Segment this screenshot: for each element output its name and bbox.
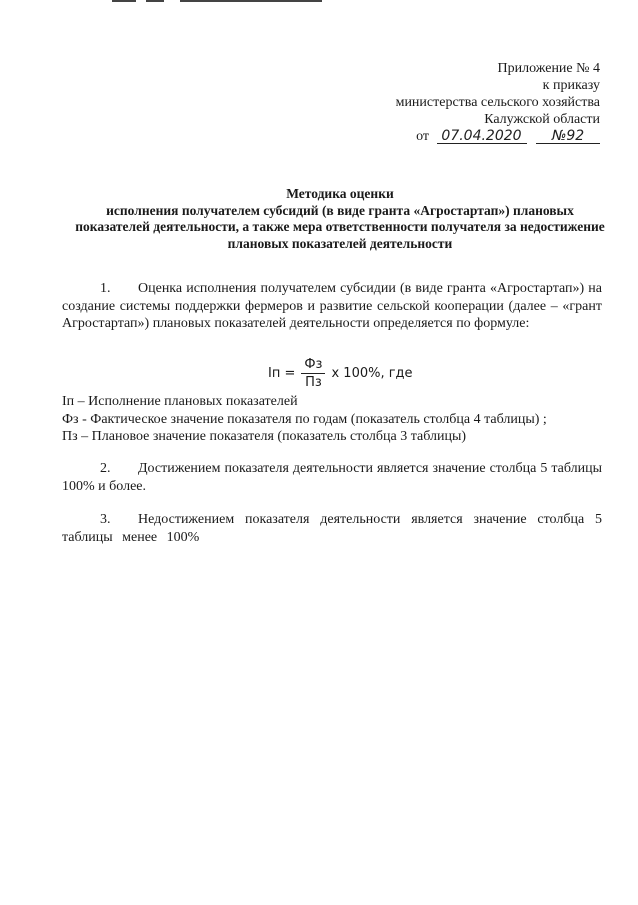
handwritten-date: 07.04.2020 <box>437 129 527 144</box>
title-line: плановых показателей деятельности <box>227 235 453 251</box>
appendix-order-ref: к приказу <box>542 78 600 93</box>
document-title <box>60 186 620 252</box>
legend-row: Iп – Исполнение плановых показателей <box>62 394 298 409</box>
title-line: Методика оценки <box>286 186 394 201</box>
paragraph-number: 1. <box>100 281 111 296</box>
paragraph-1 <box>62 280 602 333</box>
handwritten-number: №92 <box>536 129 600 144</box>
formula-denominator: Пз <box>305 375 322 390</box>
legend-row: Фз - Фактическое значение показателя по годам (показатель столбца 4 таблицы) ; <box>62 411 547 427</box>
scan-mark <box>180 0 322 2</box>
formula-rhs: x 100%, где <box>331 366 413 381</box>
formula-lhs: Iп = <box>268 366 296 381</box>
paragraph-2 <box>62 460 602 495</box>
paragraph-number: 3. <box>100 512 111 527</box>
formula <box>268 356 413 391</box>
paragraph-number: 2. <box>100 461 111 476</box>
paragraph-2-text <box>62 460 602 495</box>
scan-mark <box>112 0 136 2</box>
formula-fraction <box>301 356 325 391</box>
appendix-region: Калужской области <box>484 112 600 127</box>
from-label: от <box>416 129 429 144</box>
formula-numerator: Фз <box>301 356 325 374</box>
paragraph-body: Оценка исполнения получателем субсидии (в виде гранта «Агростартап») на создание системы поддержки фермеров и развитие сельской кооперации (далее – «грант Агростартап») плановых показателей деятельности определяется по формуле: <box>62 281 602 331</box>
legend-row: Пз – Плановое значение показателя (показатель столбца 3 таблицы) <box>62 429 467 444</box>
paragraph-body: Недостижением показателя деятельности является значение столбца 5 таблицы менее 100% <box>62 512 602 545</box>
paragraph-3 <box>62 511 602 546</box>
paragraph-body: Достижением показателя деятельности является значение столбца 5 таблицы 100% и более. <box>62 461 602 494</box>
title-line: показателей деятельности, а также мера ответственности получателя за недостижение <box>75 219 605 234</box>
appendix-date-line <box>396 128 600 145</box>
paragraph-3-text <box>62 511 602 546</box>
paragraph-1-text <box>62 280 602 333</box>
title-line: исполнения получателем субсидий (в виде гранта «Агростартап») плановых <box>106 202 574 218</box>
appendix-header <box>396 60 600 145</box>
formula-legend <box>62 393 547 446</box>
scan-mark <box>146 0 164 2</box>
appendix-ministry: министерства сельского хозяйства <box>395 95 600 110</box>
appendix-number: Приложение № 4 <box>497 61 600 76</box>
